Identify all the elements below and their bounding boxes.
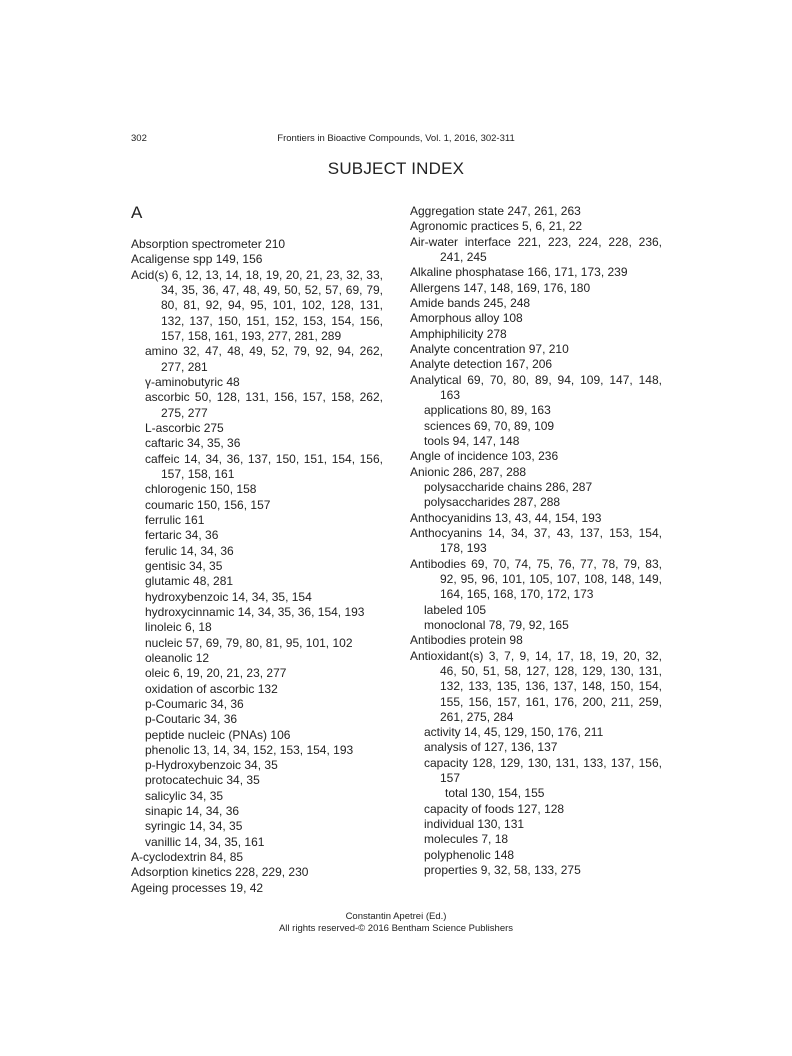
index-entry-line: applications 80, 89, 163 [424, 403, 551, 418]
index-entry-continuation: 261, 275, 284 [440, 709, 514, 724]
index-subentry [131, 804, 383, 819]
index-entry-line: glutamic 48, 281 [145, 574, 234, 589]
index-entry-line: Anionic 286, 287, 288 [410, 464, 527, 479]
index-entry-continuation: 241, 245 [440, 249, 487, 264]
index-entry-line: Amide bands 245, 248 [410, 295, 531, 310]
index-subentry [131, 421, 383, 436]
footer-copyright: All rights reserved-© 2016 Bentham Science Publishers [278, 923, 514, 934]
index-entry-line: Amorphous alloy 108 [410, 311, 523, 326]
footer-editor: Constantin Apetrei (Ed.) [345, 911, 447, 922]
index-subentry [131, 390, 383, 421]
index-entry [410, 373, 662, 404]
index-entry [410, 357, 662, 372]
index-entry-line: tools 94, 147, 148 [424, 433, 520, 448]
index-entry-line: Aggregation state 247, 261, 263 [410, 204, 581, 218]
index-subentry [410, 756, 662, 787]
index-subentry [131, 666, 383, 681]
index-subentry [410, 434, 662, 449]
index-subentry [410, 863, 662, 878]
index-subentry [131, 513, 383, 528]
index-entry [410, 281, 662, 296]
index-entry-line: ascorbic 50, 128, 131, 156, 157, 158, 262, [145, 390, 383, 405]
index-entry-line: properties 9, 32, 58, 133, 275 [424, 863, 581, 878]
index-entry-line: Anthocyanidins 13, 43, 44, 154, 193 [410, 510, 602, 525]
index-entry-continuation: 157, 158, 161 [161, 466, 235, 481]
index-entry-line: hydroxycinnamic 14, 34, 35, 36, 154, 193 [145, 604, 365, 619]
index-subentry [410, 403, 662, 418]
index-subentry [410, 832, 662, 847]
index-entry-continuation: 163 [440, 387, 461, 402]
index-subentry [131, 758, 383, 773]
index-subentry [410, 802, 662, 817]
index-entry-line: Agronomic practices 5, 6, 21, 22 [410, 219, 583, 234]
index-entry-line: oleic 6, 19, 20, 21, 23, 277 [145, 666, 287, 681]
index-entry-line: coumaric 150, 156, 157 [145, 497, 271, 512]
index-entry-line: p-Coumaric 34, 36 [145, 696, 244, 711]
index-entry [131, 252, 383, 267]
index-entry-line: analysis of 127, 136, 137 [424, 740, 558, 755]
index-entry-line: phenolic 13, 14, 34, 152, 153, 154, 193 [145, 742, 354, 757]
index-subentry [410, 603, 662, 618]
index-subentry [410, 480, 662, 495]
index-subentry [131, 528, 383, 543]
index-entry-line: γ-aminobutyric 48 [145, 374, 240, 389]
index-entry-line: Anthocyanins 14, 34, 37, 43, 137, 153, 154, [410, 525, 662, 540]
index-entry-line: labeled 105 [424, 602, 487, 617]
index-entry-line: Acaligense spp 149, 156 [131, 252, 263, 267]
index-entry-line: Allergens 147, 148, 169, 176, 180 [410, 280, 591, 295]
index-subentry [131, 789, 383, 804]
index-entry-line: chlorogenic 150, 158 [145, 482, 257, 497]
index-subentry [131, 835, 383, 850]
index-entry-continuation: 275, 277 [161, 405, 208, 420]
index-entry-line: Absorption spectrometer 210 [131, 237, 286, 251]
index-entry [410, 449, 662, 464]
index-entry-line: ferrulic 161 [145, 512, 205, 527]
index-entry-continuation: 277, 281 [161, 359, 208, 374]
index-subentry [131, 773, 383, 788]
index-subentry [131, 636, 383, 651]
index-entry [410, 327, 662, 342]
index-entry-line: monoclonal 78, 79, 92, 165 [424, 617, 569, 632]
index-entry-line: caffeic 14, 34, 36, 137, 150, 151, 154, 156, [145, 451, 383, 466]
index-subentry [131, 728, 383, 743]
index-entry-continuation: 132, 137, 150, 151, 152, 153, 154, 156, [161, 313, 383, 328]
index-entry-line: capacity of foods 127, 128 [424, 801, 565, 816]
index-entry-line: vanillic 14, 34, 35, 161 [145, 834, 265, 849]
index-entry-continuation: 80, 81, 92, 94, 95, 101, 102, 128, 131, [161, 298, 383, 313]
index-entry-line: sciences 69, 70, 89, 109 [424, 418, 555, 433]
index-entry-line: Ageing processes 19, 42 [131, 880, 264, 895]
index-entry [410, 311, 662, 326]
index-subentry [131, 544, 383, 559]
index-entry-continuation: 155, 156, 157, 161, 176, 200, 211, 259, [440, 694, 662, 709]
index-entry-continuation: 157 [440, 771, 461, 786]
index-entry-line: Analytical 69, 70, 80, 89, 94, 109, 147, 148, [410, 372, 662, 387]
index-entry-line: Adsorption kinetics 228, 229, 230 [131, 865, 309, 880]
index-entry-line: nucleic 57, 69, 79, 80, 81, 95, 101, 102 [145, 635, 353, 650]
index-subentry [131, 574, 383, 589]
index-entry [410, 265, 662, 280]
index-subentry [410, 725, 662, 740]
index-entry-line: p-Hydroxybenzoic 34, 35 [145, 758, 278, 773]
index-entry-line: Analyte detection 167, 206 [410, 357, 553, 372]
index-subentry [131, 697, 383, 712]
index-entry-line: Alkaline phosphatase 166, 171, 173, 239 [410, 265, 628, 280]
index-entry-line: polysaccharide chains 286, 287 [424, 479, 593, 494]
index-subentry [410, 618, 662, 633]
index-subentry [410, 419, 662, 434]
index-entry-line: Analyte concentration 97, 210 [410, 341, 569, 356]
index-subentry [131, 375, 383, 390]
section-letter: A [131, 203, 143, 222]
index-entry-line: amino 32, 47, 48, 49, 52, 79, 92, 94, 262, [145, 344, 383, 359]
index-entry [131, 881, 383, 896]
index-subentry [131, 590, 383, 605]
index-subentry [410, 786, 662, 801]
index-subentry [131, 436, 383, 451]
index-entry-line: Angle of incidence 103, 236 [410, 449, 559, 464]
index-entry-line: Amphiphilicity 278 [410, 326, 507, 341]
index-entry-line: total 130, 154, 155 [445, 786, 545, 801]
index-entry-line: molecules 7, 18 [424, 832, 509, 847]
index-subentry [131, 682, 383, 697]
index-entry [410, 526, 662, 557]
index-entry-line: linoleic 6, 18 [145, 620, 212, 635]
running-header-journal: Frontiers in Bioactive Compounds, Vol. 1, 2016, 302-311 [277, 133, 515, 144]
index-entry-line: activity 14, 45, 129, 150, 176, 211 [424, 725, 604, 740]
index-entry-line: Air-water interface 221, 223, 224, 228, 236, [410, 234, 662, 249]
index-subentry [131, 605, 383, 620]
index-subentry [131, 620, 383, 635]
index-entry-continuation: 92, 95, 96, 101, 105, 107, 108, 148, 149, [440, 571, 662, 586]
index-subentry [131, 452, 383, 483]
index-entry-line: polyphenolic 148 [424, 847, 515, 862]
page-number: 302 [131, 133, 147, 144]
index-column-right [410, 204, 662, 878]
index-entry-line: L-ascorbic 275 [145, 420, 224, 435]
index-entry-line: polysaccharides 287, 288 [424, 495, 561, 510]
index-entry-line: syringic 14, 34, 35 [145, 819, 243, 834]
index-subentry [131, 819, 383, 834]
index-entry [410, 342, 662, 357]
index-entry-continuation: 157, 158, 161, 193, 277, 281, 289 [161, 328, 342, 343]
index-subentry [410, 848, 662, 863]
index-subentry [131, 498, 383, 513]
index-entry-continuation: 132, 133, 135, 136, 137, 148, 150, 154, [440, 679, 662, 694]
index-entry-line: protocatechuic 34, 35 [145, 773, 260, 788]
index-entry-line: Antibodies protein 98 [410, 633, 523, 648]
index-entry-line: Antioxidant(s) 3, 7, 9, 14, 17, 18, 19, 20, 32, [410, 648, 662, 663]
index-entry-continuation: 34, 35, 36, 47, 48, 49, 50, 52, 57, 69, 79, [161, 282, 383, 297]
index-entry-line: oleanolic 12 [145, 650, 210, 665]
index-entry-line: sinapic 14, 34, 36 [145, 804, 240, 819]
index-entry [131, 237, 383, 252]
index-entry-line: fertaric 34, 36 [145, 528, 219, 543]
index-entry-line: gentisic 34, 35 [145, 558, 223, 573]
index-entry [131, 865, 383, 880]
index-subentry [131, 712, 383, 727]
index-subentry [131, 651, 383, 666]
index-entry-line: ferulic 14, 34, 36 [145, 543, 234, 558]
index-entry [410, 511, 662, 526]
index-entry-line: A-cyclodextrin 84, 85 [131, 850, 244, 865]
index-entry-line: p-Coutaric 34, 36 [145, 712, 238, 727]
index-entry [410, 557, 662, 603]
index-entry [410, 296, 662, 311]
index-entry-continuation: 178, 193 [440, 541, 487, 556]
index-entry [410, 235, 662, 266]
index-subentry [131, 344, 383, 375]
index-entry-line: individual 130, 131 [424, 817, 525, 832]
index-subentry [410, 740, 662, 755]
index-subentry [131, 743, 383, 758]
index-subentry [410, 495, 662, 510]
index-entry-line: salicylic 34, 35 [145, 788, 224, 803]
index-subentry [410, 817, 662, 832]
index-entry-line: Acid(s) 6, 12, 13, 14, 18, 19, 20, 21, 23, 32, 33, [131, 267, 383, 282]
index-entry [131, 268, 383, 345]
index-entry [131, 850, 383, 865]
index-entry [410, 219, 662, 234]
page-title: SUBJECT INDEX [327, 159, 465, 178]
index-entry-continuation: 46, 50, 51, 58, 127, 128, 129, 130, 131, [440, 663, 662, 678]
index-entry-line: peptide nucleic (PNAs) 106 [145, 727, 291, 742]
index-entry [410, 465, 662, 480]
index-entry-line: hydroxybenzoic 14, 34, 35, 154 [145, 589, 312, 604]
index-entry [410, 649, 662, 726]
index-subentry [131, 482, 383, 497]
index-entry [410, 633, 662, 648]
index-subentry [131, 559, 383, 574]
index-entry-line: oxidation of ascorbic 132 [145, 681, 278, 696]
index-entry [410, 204, 662, 219]
index-entry-line: capacity 128, 129, 130, 131, 133, 137, 156, [424, 755, 662, 770]
index-column-left [131, 237, 383, 896]
index-entry-line: Antibodies 69, 70, 74, 75, 76, 77, 78, 79, 83, [410, 556, 662, 571]
index-entry-continuation: 164, 165, 168, 170, 172, 173 [440, 587, 594, 602]
index-entry-line: caftaric 34, 35, 36 [145, 436, 241, 451]
